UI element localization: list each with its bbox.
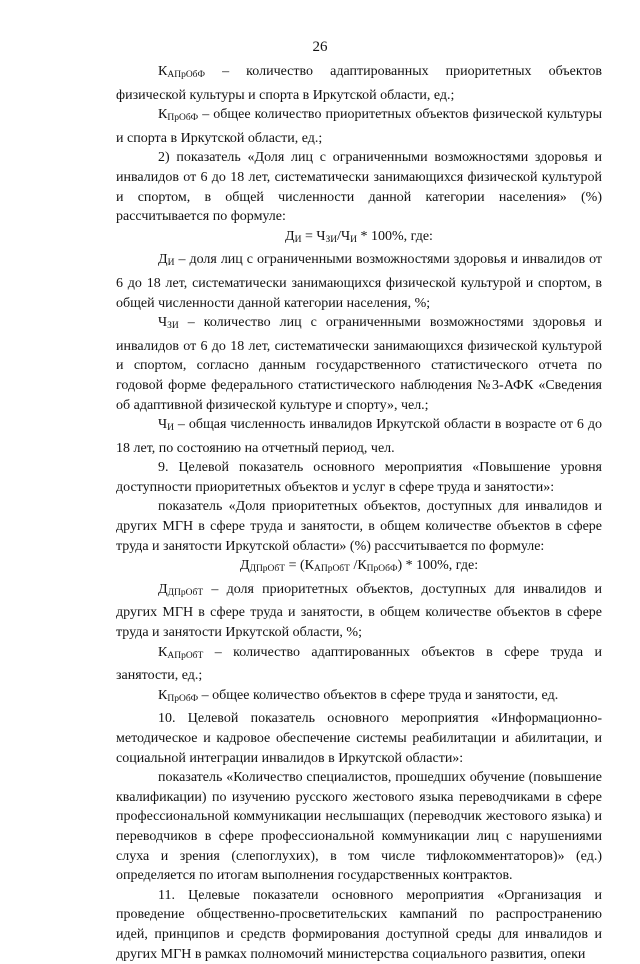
symbol-subscript: АПрОбФ	[167, 70, 206, 80]
definition-text: – количество лиц с ограниченными возможностями здоровья и инвалидов от 6 до 18 лет, систематически занимающихся физической культурой и спортом, согласно данным государственного статистического отчета по годовой форме федерального статистического наблюдения №3-АФК «Сведения об адаптивной физической культуре и спорту», чел.;	[116, 315, 602, 413]
definition-czi	[116, 313, 602, 415]
page-number: 26	[312, 39, 328, 55]
page-content	[116, 62, 602, 964]
symbol-subscript: ПрОбФ	[167, 113, 199, 124]
symbol: К	[158, 107, 168, 123]
symbol: Д	[158, 252, 168, 268]
indicator-2-paragraph: 2) показатель «Доля лиц с ограниченными возможностями здоровья и инвалидов от 6 до 18 лет, систематически занимающихся физической культурой и спортом, в общей численности данной категории населения» (%) рассчитывается по формуле:	[116, 150, 602, 225]
formula-di: $Д_И = Ч_{ЗИ}/Ч_И * 100\%$, где:	[285, 228, 433, 245]
section-10-heading: 10. Целевой показатель основного мероприятия «Информационно-методическое и кадровое обеспечение системы реабилитации и абилитации, и социальной интеграции инвалидов в Иркутской области»:	[116, 711, 602, 766]
definition-di	[116, 250, 602, 313]
definition-ddprobt	[116, 580, 602, 643]
section-11-heading: 11. Целевые показатели основного мероприятия «Организация и проведение общественно-просветительских кампаний по распространению идей, принципов и средств формирования доступной среды для инвалидов и других МГН в рамках полномочий министерства социального развития, опеки	[116, 887, 602, 962]
definition-text: – количество адаптированных приоритетных объектов физической культуры и спорта в Иркутской области, ед.;	[116, 64, 602, 103]
symbol-subscript: И	[167, 423, 174, 434]
definition-cprobf	[116, 105, 602, 148]
definition-text: – общее количество объектов в сфере труда и занятости, ед.	[198, 687, 559, 703]
symbol: К	[158, 64, 168, 79]
formula-ddprobt: $Д_{ДПрОбТ} = (К_{АПрОбТ}$ $/К_{ПрОбФ}) * 100\%$, где:	[239, 558, 479, 575]
symbol-subscript: ПрОбФ	[167, 693, 199, 704]
symbol: Д	[158, 581, 168, 597]
section-9-heading: 9. Целевой показатель основного мероприятия «Повышение уровня доступности приоритетных объектов и услуг в сфере труда и занятости»:	[116, 460, 602, 495]
symbol: К	[158, 644, 168, 660]
symbol: К	[158, 687, 168, 703]
symbol: Ч	[158, 315, 168, 331]
definition-ci	[116, 415, 602, 458]
symbol-subscript: И	[167, 258, 175, 269]
definition-cprobf-2	[116, 686, 602, 710]
definition-text: – доля приоритетных объектов, доступных для инвалидов и других МГН в сфере труда и занятости, в общем количестве объектов в сфере труда и занятости Иркутской области, %;	[116, 581, 602, 641]
definition-caprobt	[116, 643, 602, 686]
definition-text: – доля лиц с ограниченными возможностями здоровья и инвалидов от 6 до 18 лет, систематически занимающихся физической культурой и спортом, в общей численности данной категории населения, %;	[116, 252, 602, 311]
definition-text: – общее количество приоритетных объектов физической культуры и спорта в Иркутской области, ед.;	[116, 107, 602, 146]
definition-capofo	[116, 62, 602, 105]
indicator-10-paragraph: показатель «Количество специалистов, прошедших обучение (повышение квалификации) по изучению русского жестового языка переводчиками в сфере профессиональной коммуникации неслышащих (переводчик жестового языка) и переводчиков в сфере профессиональной коммуникации лиц с нарушениями слуха и зрения (слепоглухих), в том числе тифлокомментаторов)» (ед.) определяется по итогам выполнения государственных контрактов.	[116, 770, 602, 884]
definition-text: – количество адаптированных объектов в сфере труда и занятости, ед.;	[116, 644, 602, 684]
symbol-subscript: АПрОбТ	[167, 650, 204, 661]
symbol: Ч	[158, 417, 168, 433]
indicator-9-paragraph: показатель «Доля приоритетных объектов, доступных для инвалидов и других МГН в сфере труда и занятости, в общем количестве объектов в сфере труда и занятости Иркутской области» (%) рассчитывается по формуле:	[116, 499, 602, 554]
symbol-subscript: ЗИ	[167, 321, 179, 332]
symbol-subscript: ДПрОбТ	[167, 587, 204, 598]
definition-text: – общая численность инвалидов Иркутской области в возрасте от 6 до 18 лет, по состоянию на отчетный период, чел.	[116, 417, 602, 456]
